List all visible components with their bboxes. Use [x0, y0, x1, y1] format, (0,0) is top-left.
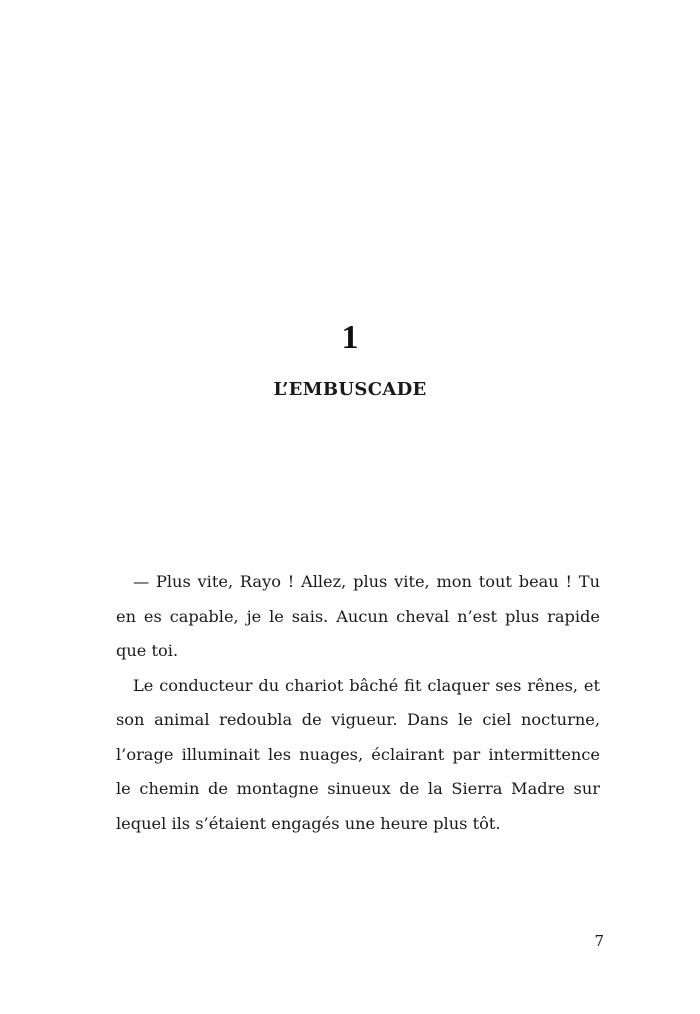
chapter-title: L’EMBUSCADE	[273, 379, 427, 400]
paragraph: — Plus vite, Rayo ! Allez, plus vite, mon tout beau ! Tu en es capable, je le sais. Aucun cheval n’est plus rapide que toi.	[116, 572, 600, 660]
page-number: 7	[594, 932, 604, 950]
chapter-number: 1	[341, 319, 359, 356]
paragraph: Le conducteur du chariot bâché fit claquer ses rênes, et son animal redoubla de vigueur. Dans le ciel nocturne, l’orage illuminait les nuages, éclairant par intermittence le chemin de montagne sinueux de la Sierra Madre sur lequel ils s’étaient engagés une heure plus tôt.	[116, 675, 600, 833]
chapter-body	[116, 565, 600, 841]
